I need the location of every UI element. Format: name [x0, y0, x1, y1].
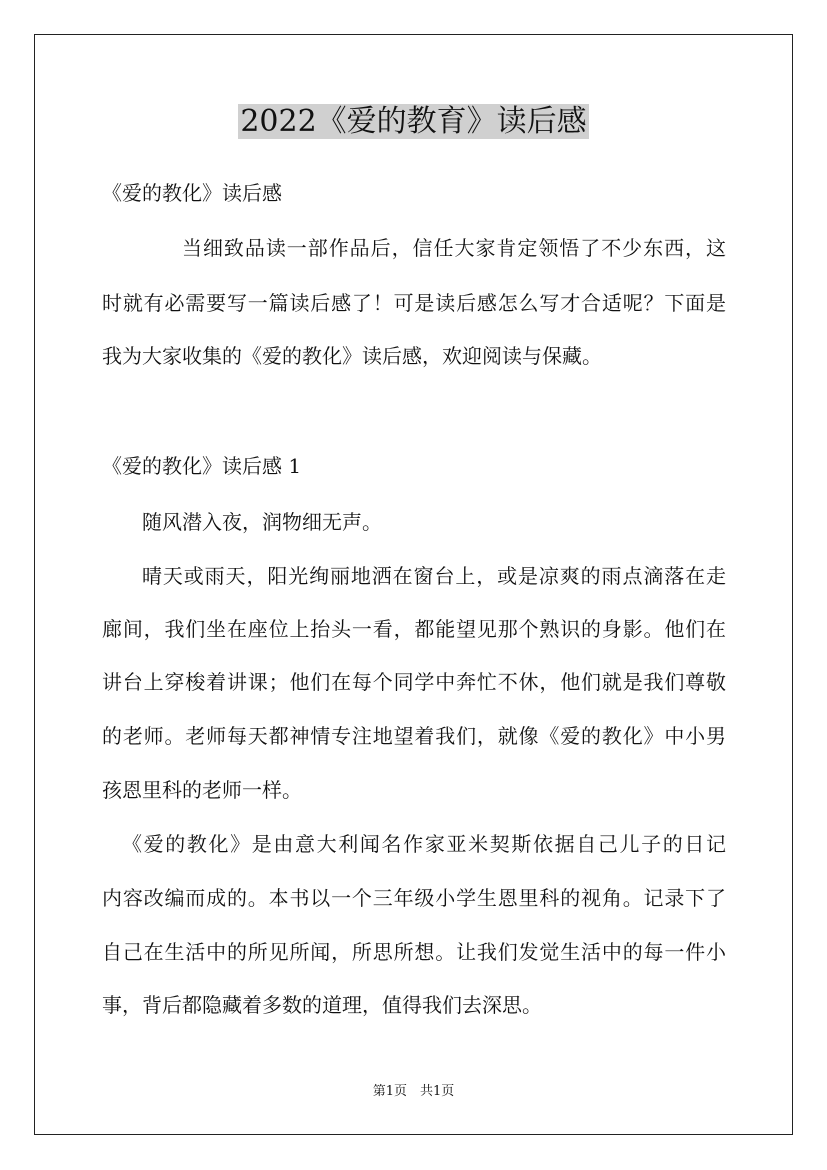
intro-line-2: 时就有必需要写一篇读后感了！可是读后感怎么写才合适呢？下面是 — [102, 291, 726, 315]
paragraph-2-line-1: 晴天或雨天，阳光绚丽地洒在窗台上，或是凉爽的雨点滴落在走 — [142, 564, 726, 588]
page-number-footer: 第1页 共1页 — [372, 1084, 455, 1099]
paragraph-3-line-4: 事，背后都隐藏着多数的道理，值得我们去深思。 — [102, 993, 542, 1017]
document-title-text: 2022《爱的教育》读后感 — [240, 104, 587, 139]
paragraph-2-line-4: 的老师。老师每天都神情专注地望着我们，就像《爱的教化》中小男 — [102, 724, 726, 748]
subtitle: 《爱的教化》读后感 — [102, 181, 282, 205]
section-heading: 《爱的教化》读后感 1 — [102, 454, 302, 478]
document-title — [0, 100, 827, 144]
paragraph-3-line-3: 自己在生活中的所见所闻，所思所想。让我们发觉生活中的每一件小 — [102, 940, 726, 964]
intro-line-3: 我为大家收集的《爱的教化》读后感，欢迎阅读与保藏。 — [102, 344, 602, 368]
paragraph-2-line-2: 廊间，我们坐在座位上抬头一看，都能望见那个熟识的身影。他们在 — [102, 617, 726, 641]
paragraph-3-line-1: 《爱的教化》是由意大利闻名作家亚米契斯依据自己儿子的日记 — [122, 832, 726, 856]
paragraph-1: 随风潜入夜，润物细无声。 — [142, 510, 382, 534]
paragraph-3-line-2: 内容改编而成的。本书以一个三年级小学生恩里科的视角。记录下了 — [102, 886, 726, 910]
paragraph-2-line-3: 讲台上穿梭着讲课；他们在每个同学中奔忙不休，他们就是我们尊敬 — [102, 670, 726, 694]
intro-line-1: 当细致品读一部作品后，信任大家肯定领悟了不少东西，这 — [182, 236, 726, 260]
paragraph-2-line-5: 孩恩里科的老师一样。 — [102, 778, 302, 802]
